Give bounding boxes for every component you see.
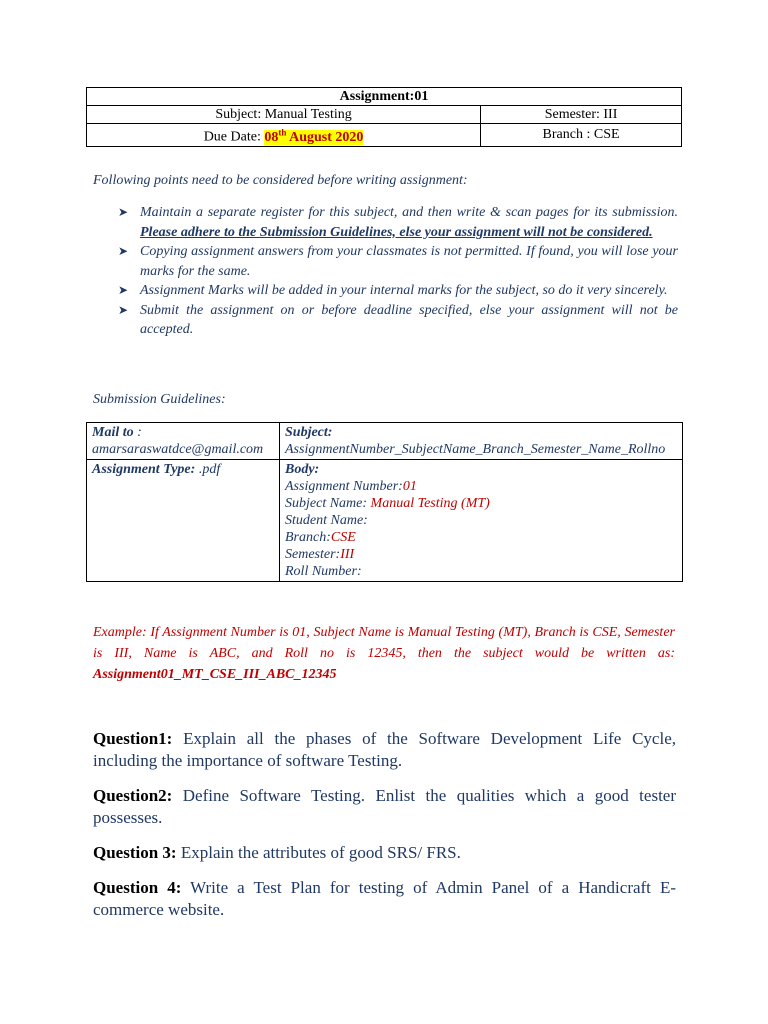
question-label: Question2: <box>93 786 173 805</box>
question-label: Question 4: <box>93 878 182 897</box>
submission-guidelines-heading: Submission Guidelines: <box>93 392 226 407</box>
subject-format-cell <box>280 423 683 460</box>
question-item <box>93 842 676 864</box>
due-date-value <box>264 127 364 145</box>
mail-to-separator: : <box>133 425 142 440</box>
due-date-day: 08 <box>264 129 279 145</box>
assignment-title: Assignment:01 <box>87 88 682 106</box>
semester-value: III <box>340 547 355 562</box>
point-text: Copying assignment answers from your classmates is not permitted. If found, you will lose your marks for the same. <box>140 244 678 279</box>
instruction-list <box>118 203 678 340</box>
question-text: Define Software Testing. Enlist the qualities which a good tester possesses. <box>93 786 676 827</box>
point-text: Maintain a separate register for this subject, and then write & scan pages for its submission. <box>140 205 678 220</box>
branch-label: Branch: <box>285 530 331 545</box>
assignment-type-value: .pdf <box>195 462 221 477</box>
example-text <box>93 622 675 685</box>
example-description: Example: If Assignment Number is 01, Subject Name is Manual Testing (MT), Branch is CSE, Semester is III, Name is ABC, and Roll no is 12345, then the subject would be written as: <box>93 625 675 661</box>
arrowhead-bullet-icon: ➤ <box>118 283 129 297</box>
list-item <box>118 281 678 301</box>
mail-to-cell <box>87 423 280 460</box>
question-label: Question 3: <box>93 843 177 862</box>
intro-text: Following points need to be considered before writing assignment: <box>93 173 468 188</box>
semester-cell: Semester: III <box>481 106 682 124</box>
arrowhead-bullet-icon: ➤ <box>118 302 129 317</box>
body-format-cell <box>280 460 683 582</box>
due-date-cell <box>87 124 481 147</box>
arrowhead-bullet-icon: ➤ <box>118 205 129 219</box>
submission-guidelines-table <box>86 422 683 582</box>
roll-number-label: Roll Number: <box>285 564 362 579</box>
assignment-type-label: Assignment Type: <box>92 462 196 477</box>
list-item <box>118 301 678 340</box>
assignment-header-table <box>86 87 682 147</box>
due-date-suffix: th <box>278 127 287 137</box>
branch-value: CSE <box>330 530 356 545</box>
due-date-month-year: August 2020 <box>286 129 364 145</box>
question-text: Explain the attributes of good SRS/ FRS. <box>176 843 461 862</box>
due-date-label: Due Date: <box>203 129 265 145</box>
branch-cell: Branch : CSE <box>481 124 682 147</box>
questions-section <box>93 728 676 934</box>
question-label: Question1: <box>93 729 173 748</box>
arrowhead-bullet-icon: ➤ <box>118 244 129 258</box>
point-text: Submit the assignment on or before deadline specified, else your assignment will not be accepted. <box>140 302 678 337</box>
assignment-number-value: 01 <box>402 479 417 494</box>
body-label: Body: <box>285 462 320 477</box>
assignment-number-label: Assignment Number: <box>285 479 403 494</box>
mail-to-address: amarsaraswatdce@gmail.com <box>92 442 264 457</box>
assignment-type-cell <box>87 460 280 582</box>
subject-name-value: Manual Testing (MT) <box>370 496 490 511</box>
point-emphasis: Please adhere to the Submission Guidelines, else your assignment will not be considered. <box>140 224 653 240</box>
question-text: Explain all the phases of the Software Development Life Cycle, including the importance of software Testing. <box>93 729 676 770</box>
subject-cell: Subject: Manual Testing <box>87 106 481 124</box>
question-text: Write a Test Plan for testing of Admin Panel of a Handicraft E-commerce website. <box>93 878 676 919</box>
list-item <box>118 203 678 242</box>
example-subject-line: Assignment01_MT_CSE_III_ABC_12345 <box>93 667 337 682</box>
question-item <box>93 877 676 921</box>
list-item <box>118 242 678 281</box>
question-item <box>93 785 676 829</box>
student-name-label: Student Name: <box>285 513 368 528</box>
mail-to-label: Mail to <box>92 425 134 440</box>
subject-format-label: Subject: <box>285 425 333 440</box>
subject-format-value: AssignmentNumber_SubjectName_Branch_Semester_Name_Rollno <box>285 442 666 457</box>
semester-label: Semester: <box>285 547 341 562</box>
question-item <box>93 728 676 772</box>
subject-name-label: Subject Name: <box>285 496 371 511</box>
point-text: Assignment Marks will be added in your internal marks for the subject, so do it very sincerely. <box>140 283 668 298</box>
